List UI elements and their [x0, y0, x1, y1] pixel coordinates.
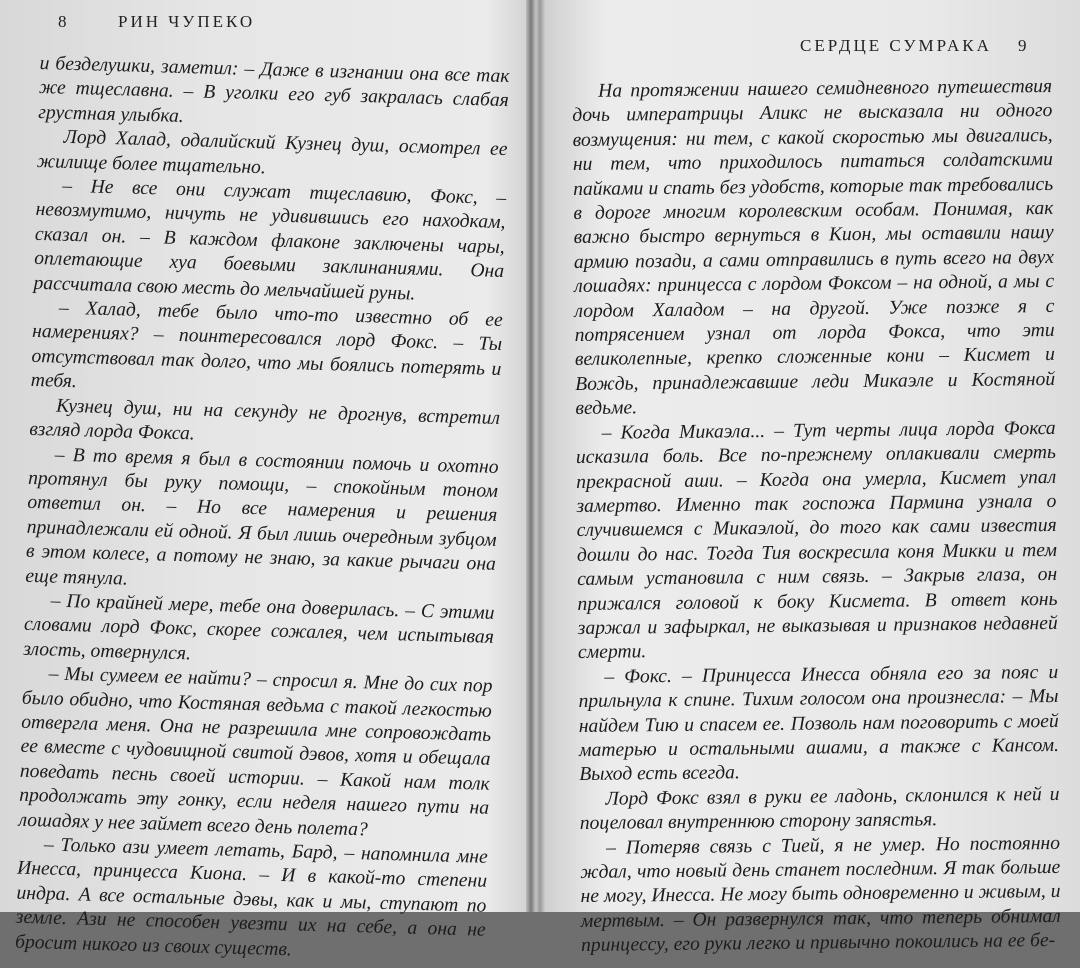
paragraph: – Только ази умеет летать, Бард, – напомнила мне Инесса, принцесса Киона. – И в какой-то степени индра. А все остальные дэвы, как и мы, ступают по земле. Ази не способен увезти их на себе, а она не бросит никого из своих существ. — [14, 834, 488, 961]
paragraph: – Мы сумеем ее найти? – спросил я. Мне до сих пор было обидно, что Костяная ведьма с такой легкостью отвергла меня. Она не разрешила мне сопровождать ее вместе с чудовищной свитой дэвов, хотя и обещала поведать песнь своей истории. – Какой нам толк продолжать эту гонку, если неделя нашего пути на лошадях у нее займет всего день полета? — [18, 663, 493, 841]
book-spine — [526, 0, 536, 912]
paragraph: – Не все они служат тщеславию, Фокс, – невозмутимо, ничуть не удивившись его находкам, сказал он. – В каждом флаконе заключены чары, оплетающие хуа боевыми заклинаниями. Она рассчитала свою месть до мельчайшей руны. — [33, 175, 507, 305]
right-page — [536, 0, 1080, 957]
paragraph: – Когда Микаэла... – Тут черты лица лорда Фокса исказила боль. Все по-прежнему оплакивали смерть прекрасной аши. – Когда она умерла, Кисмет упал замертво. Именно так госпожа Пармина узнала о случившемся с Микаэлой, до того как сами известия дошли до нас. Тогда Тия воскресила коня Микки и тем самым установила с ним связь. – Закрыв глаза, он прижался головой к боку Кисмета. В ответ конь заржал и зафыркал, не выказывая и признаков недавней смерти. — [575, 417, 1058, 664]
paragraph: – Халад, тебе было что-то известно об ее намерениях? – поинтересовался лорд Фокс. – Ты отсутствовал так долго, что мы боялись потерять и тебя. — [30, 297, 503, 393]
paragraph: – Потеряв связь с Тией, я не умер. Но постоянно ждал, что новый день станет последним. Я так больше не могу, Инесса. Не могу быть одновременно и живым, и мертвым. – Он развернулся так, что теперь обнимал принцессу, его руки легко и привычно покоились на ее бе- — [580, 832, 1061, 957]
paragraph: и безделушки, заметил: – Даже в изгнании она все так же тщеславна. – В уголки его губ закралась слабая грустная улыбка. — [38, 52, 510, 127]
paragraph: – Фокс. – Принцесса Инесса обняла его за пояс и прильнула к спине. Тихим голосом она произнесла: – Мы найдем Тию и спасем ее. Позволь нам поговорить с моей матерью и остальными ашами, а также с Кансом. Выход есть всегда. — [578, 661, 1060, 786]
right-page-number: 9 — [1018, 36, 1027, 55]
paragraph: – По крайней мере, тебе она доверилась. – С этими словами лорд Фокс, скорее сожалея, чем испытывая злость, отвернулся. — [23, 590, 495, 665]
paragraph: Лорд Фокс взял в руки ее ладонь, склонился к ней и поцеловал внутреннюю сторону запястья. — [579, 783, 1060, 835]
left-running-head: РИН ЧУПЕКО — [118, 12, 256, 31]
left-page — [0, 0, 528, 961]
paragraph: Кузнец душ, ни на секунду не дрогнув, встретил взгляд лорда Фокса. — [29, 395, 501, 445]
paragraph: Лорд Халад, одалийский Кузнец душ, осмотрел ее жилище более тщательно. — [36, 126, 508, 178]
paragraph: На протяжении нашего семидневного путешествия дочь императрицы Аликс не высказала ни одного возмущения: ни тем, с какой скоростью мы двигались, ни тем, что приходилось питаться солдатскими пайками и спать без удобств, которые так требовались в дороге многим королевским особам. Понимая, как важно быстро вернуться в Кион, мы оставили нашу армию позади, а сами отправились в путь всего на двух лошадях: принцесса с лордом Фоксом – на одной, а мы с лордом Халадом – на другой. Уже позже я с потрясением узнал от лорда Фокса, что эти великолепные, крепко сложенные кони – Кисмет и Вождь, принадлежавшие леди Микаэле и Костяной ведьме. — [572, 75, 1056, 420]
right-page-text — [572, 75, 1061, 959]
left-page-text — [15, 52, 510, 968]
right-running-head: СЕРДЦЕ СУМРАКА — [800, 36, 992, 55]
paragraph: – В то время я был в состоянии помочь и охотно протянул бы руку помощи, – спокойным тоном ответил он. – Но все намерения и решения принадлежали ей одной. Я был лишь очередным зубцом в этом колесе, а потому не знаю, за какие рычаги она еще тянула. — [25, 444, 499, 590]
left-page-number: 8 — [58, 12, 70, 31]
